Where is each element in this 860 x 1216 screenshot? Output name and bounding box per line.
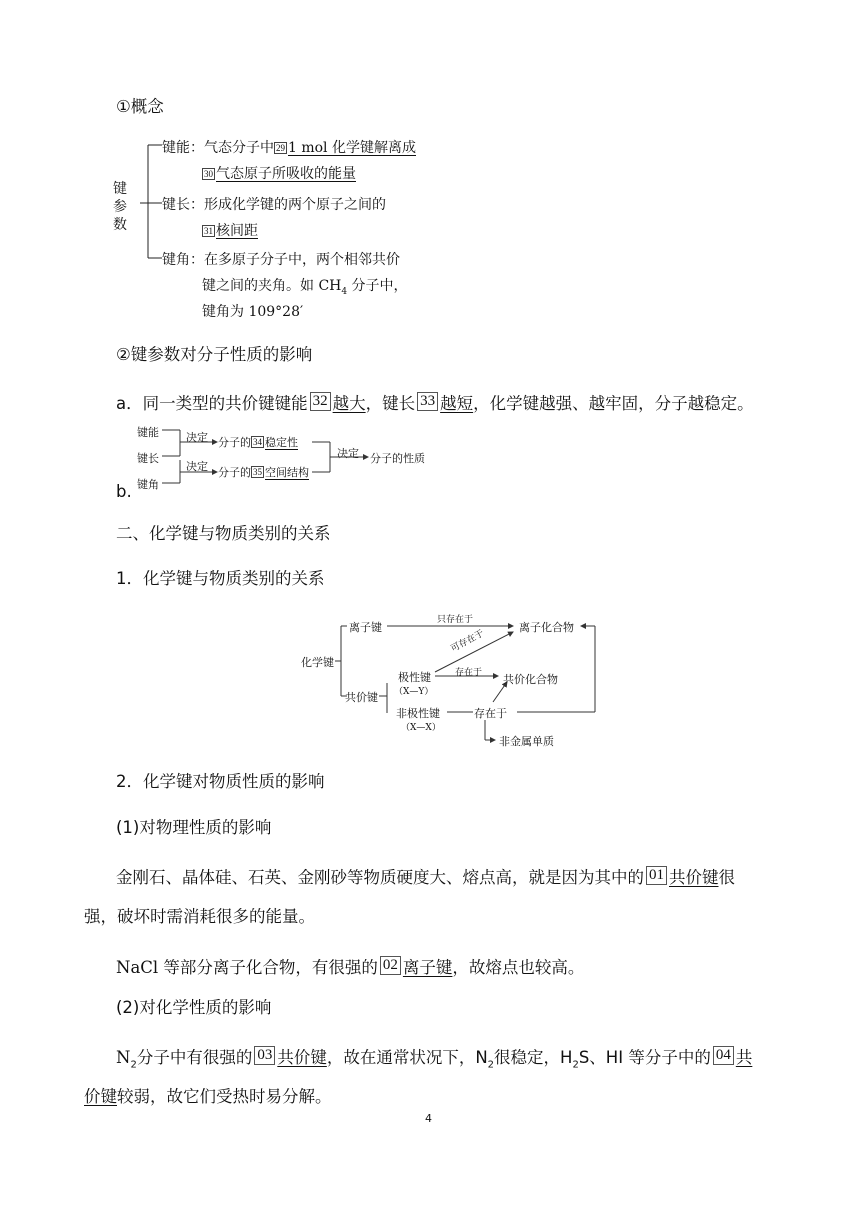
bond-length-line2 bbox=[202, 220, 258, 240]
label-only-exists: 只存在于 bbox=[437, 615, 474, 625]
item-b-label: b. bbox=[116, 482, 132, 501]
n2-symbol: N bbox=[116, 1048, 131, 1067]
blank-number-04: 04 bbox=[713, 1046, 734, 1065]
bond-angle-text: 键之间的夹角。如 CH bbox=[202, 278, 342, 294]
blank-number-35: 35 bbox=[253, 467, 262, 477]
bond-length-answer: 核间距 bbox=[216, 223, 258, 239]
node-covalent-bond: 共价键 bbox=[345, 691, 378, 704]
vertical-label-3: 数 bbox=[113, 217, 127, 233]
result-property: 分子的性质 bbox=[370, 452, 425, 465]
node-ionic-bond: 离子键 bbox=[349, 621, 382, 634]
label-angle: 键角 bbox=[137, 478, 159, 491]
blank-number-30: 30 bbox=[204, 169, 213, 179]
blank-number-03: 03 bbox=[254, 1046, 275, 1065]
influence-heading: ②键参数对分子性质的影响 bbox=[116, 345, 313, 364]
answer-structure: 空间结构 bbox=[265, 466, 309, 479]
bond-angle-line3: 键角为 109°28′ bbox=[202, 304, 304, 320]
label-exists-in-2: 存在于 bbox=[474, 707, 507, 720]
chemical-heading: (2)对化学性质的影响 bbox=[116, 998, 272, 1017]
node-covalent-compound: 共价化合物 bbox=[503, 673, 558, 686]
p3-text1: 分子中有很强的 bbox=[136, 1048, 253, 1067]
answer-ionic: 离子键 bbox=[402, 958, 453, 977]
p2-text: NaCl 等部分离子化合物，有很强的 bbox=[116, 958, 378, 977]
answer-covalent-3: 共价键 bbox=[277, 1048, 327, 1067]
bond-energy-answer-part1: 1 mol 化学键解离成 bbox=[288, 140, 416, 156]
paragraph-1-line2: 强，破坏时需消耗很多的能量。 bbox=[84, 907, 315, 926]
p1-text-end: 很 bbox=[718, 868, 735, 887]
node-nonpolar-bond: 非极性键 bbox=[396, 707, 440, 720]
paragraph-1-line1 bbox=[116, 866, 735, 888]
item-a-text2: ，键长 bbox=[365, 394, 416, 413]
bond-length-line1: 键长：形成化学键的两个原子之间的 bbox=[162, 197, 386, 213]
blank-number-34: 34 bbox=[253, 437, 262, 447]
blank-number-32: 32 bbox=[310, 392, 331, 411]
label-decide-1: 决定 bbox=[186, 431, 208, 444]
nonpolar-formula: （X—X） bbox=[401, 723, 441, 733]
node-ionic-compound: 离子化合物 bbox=[519, 621, 574, 634]
bottom-prefix: 分子的 bbox=[218, 466, 251, 479]
label-energy: 键能 bbox=[137, 426, 159, 439]
answer-covalent-4b: 价键 bbox=[84, 1087, 117, 1106]
section-title: 二、化学键与物质类别的关系 bbox=[116, 524, 331, 543]
answer-covalent-1: 共价键 bbox=[669, 868, 719, 887]
item-a-text1: a．同一类型的共价键键能 bbox=[116, 394, 308, 413]
blank-number-29: 29 bbox=[276, 143, 285, 153]
bond-angle-line2 bbox=[202, 275, 408, 297]
label-length: 键长 bbox=[137, 452, 159, 465]
item-b-arrows bbox=[160, 420, 380, 492]
answer-greater: 越大 bbox=[332, 394, 366, 413]
p3-text3: 很稳定，H bbox=[494, 1048, 573, 1067]
h2-subscript: 2 bbox=[572, 1059, 579, 1071]
subsection-1-title: 1．化学键与物质类别的关系 bbox=[116, 569, 325, 588]
n2-subscript: 2 bbox=[130, 1059, 137, 1071]
answer-stability: 稳定性 bbox=[265, 436, 298, 449]
n2-subscript-2: 2 bbox=[487, 1059, 495, 1071]
label-exists-in: 存在于 bbox=[455, 668, 483, 678]
polar-formula: （X—Y） bbox=[394, 687, 434, 697]
paragraph-3-line1 bbox=[116, 1046, 752, 1075]
label-may-exist: 可存在于 bbox=[449, 628, 486, 655]
p2-text-end: ，故熔点也较高。 bbox=[452, 958, 585, 977]
p3-text-end: 较弱，故它们受热时易分解。 bbox=[117, 1087, 332, 1106]
node-chemical-bond: 化学键 bbox=[301, 656, 334, 669]
blank-number-31: 31 bbox=[204, 226, 213, 236]
p3-text2: ，故在通常状况下，N bbox=[326, 1048, 488, 1067]
vertical-label-2: 参 bbox=[113, 199, 127, 215]
vertical-label-1: 键 bbox=[113, 181, 127, 197]
page-number: 4 bbox=[425, 1112, 432, 1125]
blank-number-33: 33 bbox=[417, 392, 438, 411]
answer-shorter: 越短 bbox=[440, 394, 474, 413]
blank-number-01: 01 bbox=[646, 866, 667, 885]
bond-angle-line1: 键角：在多原子分子中，两个相邻共价 bbox=[162, 252, 400, 268]
bond-energy-answer-part2: 气态原子所吸收的能量 bbox=[216, 166, 356, 182]
bond-energy-text: 键能：气态分子中 bbox=[162, 140, 274, 156]
node-nonmetal: 非金属单质 bbox=[499, 735, 554, 748]
bond-angle-text2: 分子中， bbox=[347, 278, 408, 294]
paragraph-3-line2 bbox=[84, 1087, 332, 1107]
p1-text: 金刚石、晶体硅、石英、金刚砂等物质硬度大、熔点高，就是因为其中的 bbox=[116, 868, 644, 887]
ch4-subscript: 4 bbox=[341, 286, 348, 297]
concept-heading: ①概念 bbox=[116, 97, 164, 116]
item-a-text3: ，化学键越强、越牢固，分子越稳定。 bbox=[473, 394, 754, 413]
p3-text4: S、HI 等分子中的 bbox=[578, 1048, 711, 1067]
label-decide-3: 决定 bbox=[337, 447, 359, 460]
answer-covalent-4a: 共 bbox=[735, 1048, 753, 1067]
label-decide-2: 决定 bbox=[186, 460, 208, 473]
top-prefix: 分子的 bbox=[218, 436, 251, 449]
node-polar-bond: 极性键 bbox=[398, 671, 431, 684]
paragraph-2 bbox=[116, 956, 584, 978]
bond-energy-line1 bbox=[162, 137, 416, 157]
physical-heading: (1)对物理性质的影响 bbox=[116, 818, 272, 837]
blank-number-02: 02 bbox=[380, 956, 401, 975]
bond-energy-line2 bbox=[202, 163, 356, 183]
subsection-2-title: 2．化学键对物质性质的影响 bbox=[116, 772, 325, 791]
item-a bbox=[116, 392, 754, 414]
